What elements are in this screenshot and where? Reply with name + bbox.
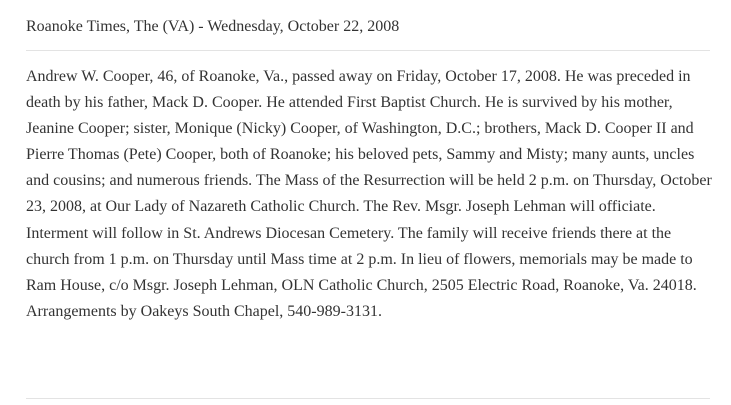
obituary-text: Andrew W. Cooper, 46, of Roanoke, Va., passed away on Friday, October 17, 2008. He was preceded in death by his father, Mack D. Cooper. He attended First Baptist Church. He is survived by his mother, Jeanine Cooper; sister, Monique (Nicky) Cooper, of Washington, D.C.; brothers, Mack D. Cooper II and Pierre Thomas (Pete) Cooper, both of Roanoke; his beloved pets, Sammy and Misty; many aunts, uncles and cousins; and numerous friends. The Mass of the Resurrection will be held 2 p.m. on Thursday, October 23, 2008, at Our Lady of Nazareth Catholic Church. The Rev. Msgr. Joseph Lehman will officiate. Interment will follow in St. Andrews Diocesan Cemetery. The family will receive friends there at the church from 1 p.m. on Thursday until Mass time at 2 p.m. In lieu of flowers, memorials may be made to Ram House, c/o Msgr. Joseph Lehman, OLN Catholic Church, 2505 Electric Road, Roanoke, Va. 24018. Arrangements by Oakeys South Chapel, 540-989-3131. bbox=[26, 68, 712, 320]
publication-header: Roanoke Times, The (VA) - Wednesday, October 22, 2008 bbox=[26, 18, 400, 35]
footer-divider bbox=[26, 398, 710, 399]
header-divider bbox=[26, 50, 710, 51]
